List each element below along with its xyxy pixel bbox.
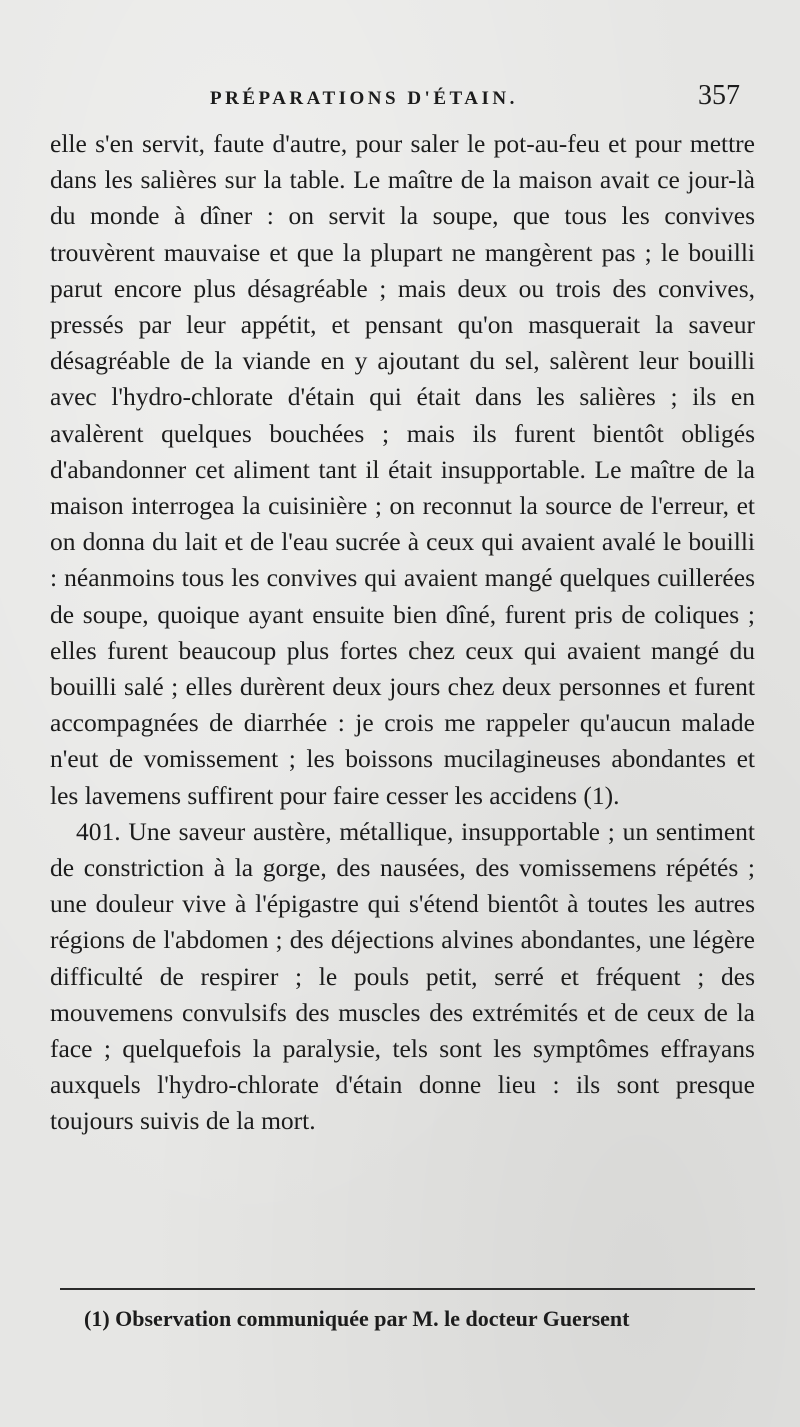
page-number: 357 [698,80,740,111]
footnote: (1) Observation communiquée par M. le docteur Guersent [84,1306,630,1331]
footnote-divider [60,1288,755,1290]
running-title: PRÉPARATIONS D'ÉTAIN. [210,88,518,109]
paragraph: elle s'en servit, faute d'autre, pour saler le pot-au-feu et pour mettre dans les salières sur la table. Le maître de la maison avait ce jour-là du monde à dîner : on servit la soupe, que tous les convives trouvèrent mauvaise et que la plupart ne mangèrent pas ; le bouilli parut encore plus désagréable ; mais deux ou trois des convives, pressés par leur appétit, et pensant qu'on masquerait la saveur désagréable de la viande en y ajoutant du sel, salèrent leur bouilli avec l'hydro-chlorate d'étain qui était dans les salières ; ils en avalèrent quelques bouchées ; mais ils furent bientôt obligés d'abandonner cet aliment tant il était insupportable. Le maître de la maison interrogea la cuisinière ; on reconnut la source de l'erreur, et on donna du lait et de l'eau sucrée à ceux qui avaient avalé le bouilli : néanmoins tous les convives qui avaient mangé quelques cuillerées de soupe, quoique ayant ensuite bien dîné, furent pris de coliques ; elles furent beaucoup plus fortes chez ceux qui avaient mangé du bouilli salé ; elles durèrent deux jours chez deux personnes et furent accompagnées de diarrhée : je crois me rappeler qu'aucun malade n'eut de vomissement ; les boissons mucilagineuses abondantes et les lavemens suffirent pour faire cesser les accidens (1). [50,129,755,810]
body-text [50,126,755,1140]
paragraph: 401. Une saveur austère, métallique, insupportable ; un sentiment de constriction à la gorge, des nausées, des vomissemens répétés ; une douleur vive à l'épigastre qui s'étend bientôt à toutes les autres régions de l'abdomen ; des déjections alvines abondantes, une légère difficulté de respirer ; le pouls petit, serré et fréquent ; des mouvemens convulsifs des muscles des extrémités et de ceux de la face ; quelquefois la paralysie, tels sont les symptômes effrayans auxquels l'hydro-chlorate d'étain donne lieu : ils sont presque toujours suivis de la mort. [50,816,755,1136]
